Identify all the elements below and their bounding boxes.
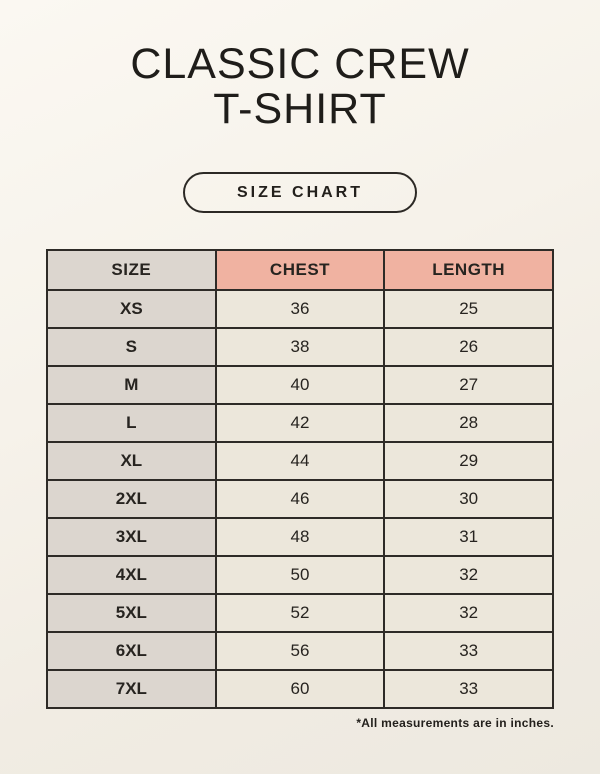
chest-cell: 42 bbox=[216, 404, 385, 442]
size-chart-table bbox=[46, 249, 554, 709]
chest-cell: 46 bbox=[216, 480, 385, 518]
size-cell: L bbox=[47, 404, 216, 442]
table-row bbox=[47, 290, 553, 328]
length-cell: 29 bbox=[384, 442, 553, 480]
length-cell: 26 bbox=[384, 328, 553, 366]
table-row bbox=[47, 670, 553, 708]
length-cell: 25 bbox=[384, 290, 553, 328]
chest-cell: 56 bbox=[216, 632, 385, 670]
chest-cell: 40 bbox=[216, 366, 385, 404]
size-cell: 3XL bbox=[47, 518, 216, 556]
length-cell: 27 bbox=[384, 366, 553, 404]
size-cell: XL bbox=[47, 442, 216, 480]
table-row bbox=[47, 442, 553, 480]
size-cell: M bbox=[47, 366, 216, 404]
page-title-line1: CLASSIC CREW bbox=[130, 40, 470, 88]
page-title-line2: T-SHIRT bbox=[213, 85, 387, 133]
length-cell: 31 bbox=[384, 518, 553, 556]
length-cell: 32 bbox=[384, 594, 553, 632]
table-row bbox=[47, 328, 553, 366]
size-cell: 5XL bbox=[47, 594, 216, 632]
table-row bbox=[47, 594, 553, 632]
size-chart-table-wrap bbox=[46, 249, 554, 709]
length-cell: 30 bbox=[384, 480, 553, 518]
page-title bbox=[130, 42, 469, 132]
chest-cell: 52 bbox=[216, 594, 385, 632]
column-header-chest: CHEST bbox=[216, 250, 385, 290]
table-row bbox=[47, 556, 553, 594]
length-cell: 33 bbox=[384, 632, 553, 670]
chest-cell: 60 bbox=[216, 670, 385, 708]
chest-cell: 50 bbox=[216, 556, 385, 594]
size-cell: 7XL bbox=[47, 670, 216, 708]
length-cell: 33 bbox=[384, 670, 553, 708]
chest-cell: 48 bbox=[216, 518, 385, 556]
size-cell: 4XL bbox=[47, 556, 216, 594]
column-header-length: LENGTH bbox=[384, 250, 553, 290]
size-chart-body bbox=[47, 290, 553, 708]
size-chart-badge[interactable]: SIZE CHART bbox=[183, 172, 417, 213]
column-header-size: SIZE bbox=[47, 250, 216, 290]
size-cell: S bbox=[47, 328, 216, 366]
chest-cell: 38 bbox=[216, 328, 385, 366]
table-row bbox=[47, 518, 553, 556]
measurements-footnote: *All measurements are in inches. bbox=[356, 716, 554, 730]
chest-cell: 36 bbox=[216, 290, 385, 328]
table-row bbox=[47, 632, 553, 670]
table-row bbox=[47, 404, 553, 442]
size-cell: 6XL bbox=[47, 632, 216, 670]
table-row bbox=[47, 480, 553, 518]
table-row bbox=[47, 366, 553, 404]
length-cell: 28 bbox=[384, 404, 553, 442]
table-header-row bbox=[47, 250, 553, 290]
length-cell: 32 bbox=[384, 556, 553, 594]
chest-cell: 44 bbox=[216, 442, 385, 480]
size-cell: XS bbox=[47, 290, 216, 328]
size-cell: 2XL bbox=[47, 480, 216, 518]
